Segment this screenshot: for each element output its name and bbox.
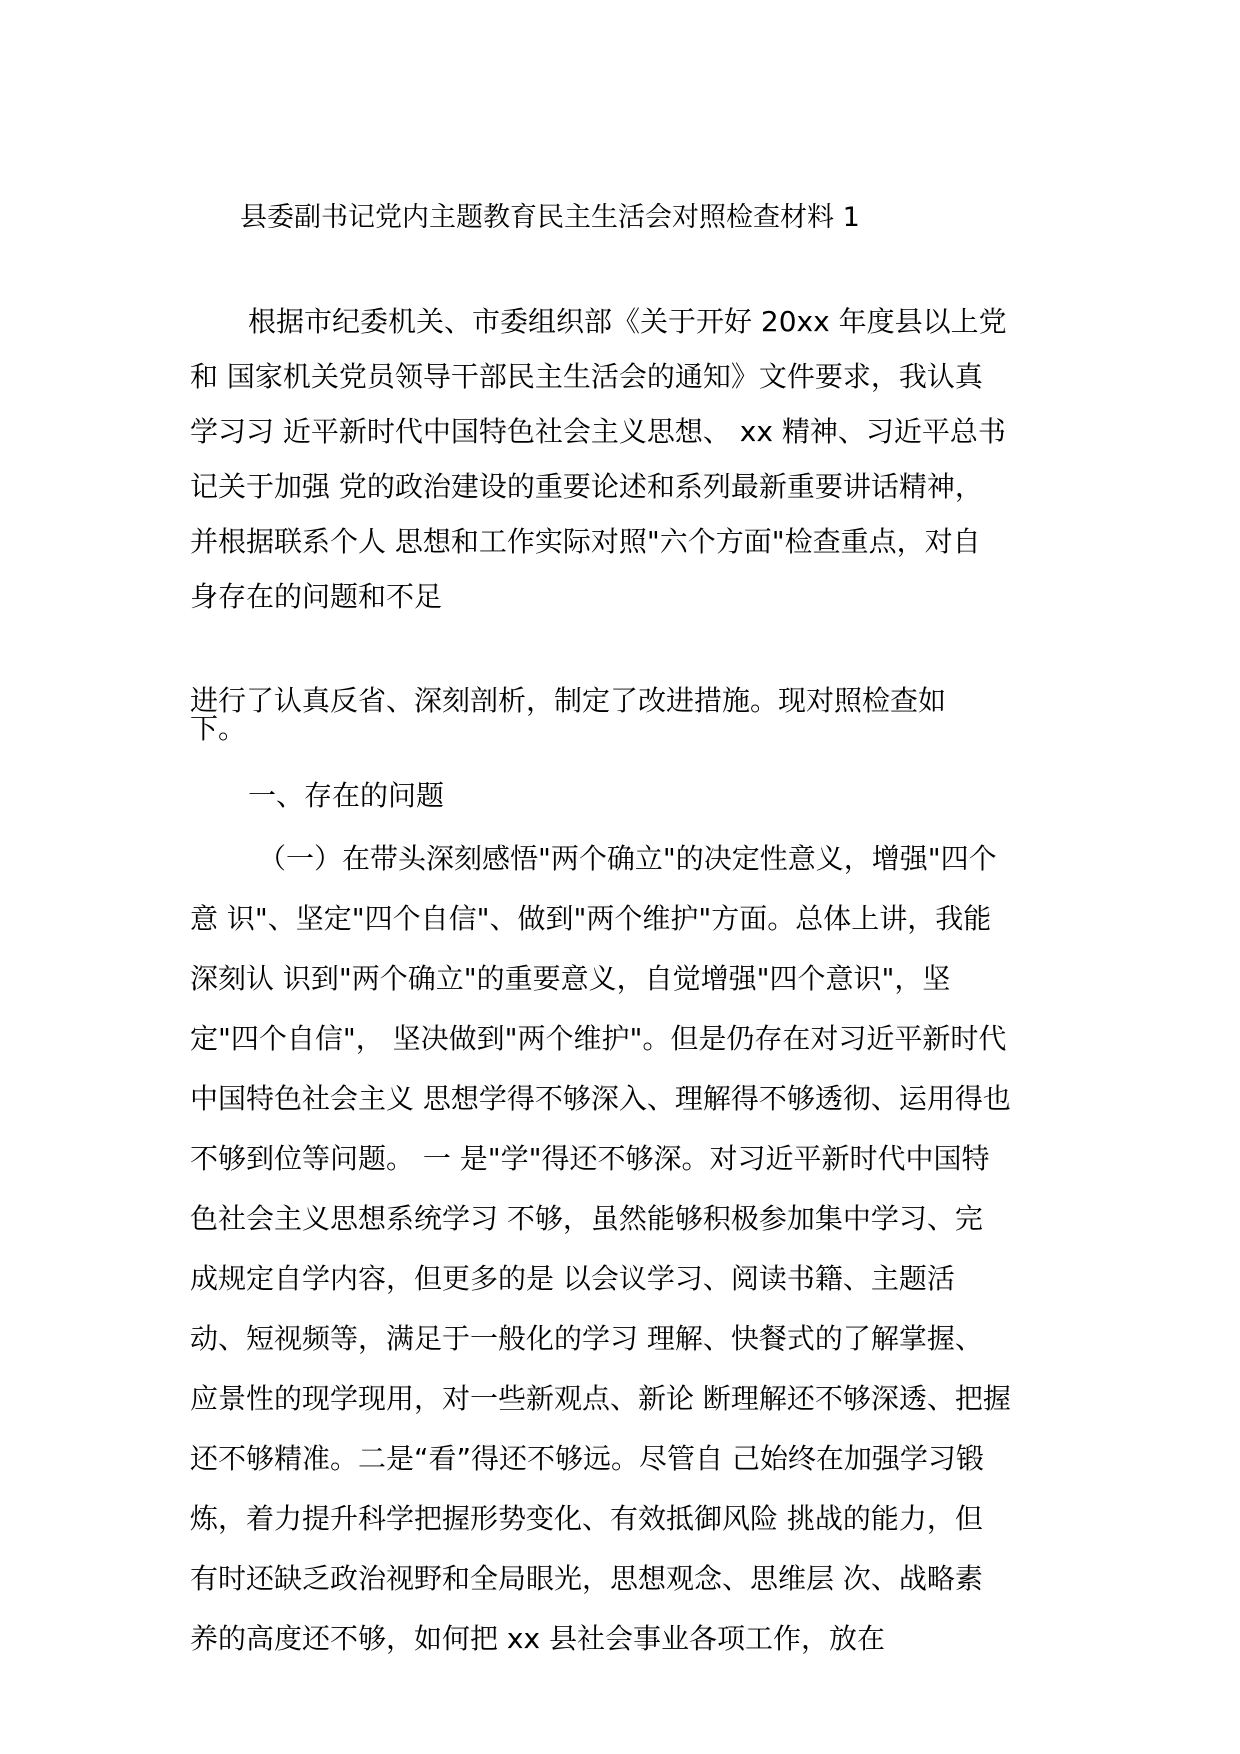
paragraph-line: 成规定自学内容，但更多的是 以会议学习、阅读书籍、主题活 — [190, 1262, 955, 1295]
document-title: 县委副书记党内主题教育民主生活会对照检查材料 1 — [240, 202, 860, 233]
paragraph-line: 学习习 近平新时代中国特色社会主义思想、 xx 精神、习近平总书 — [190, 415, 1006, 448]
paragraph-line: 深刻认 识到"两个确立"的重要意义，自觉增强"四个意识"，坚 — [190, 962, 951, 995]
paragraph-line: 身存在的问题和不足 — [190, 580, 443, 613]
paragraph-line: 并根据联系个人 思想和工作实际对照"六个方面"检查重点，对自 — [190, 525, 981, 558]
paragraph-line: 记关于加强 党的政治建设的重要论述和系列最新重要讲话精神， — [190, 470, 983, 503]
paragraph-line: 养的高度还不够，如何把 xx 县社会事业各项工作，放在 — [190, 1622, 885, 1655]
paragraph-line: 和 国家机关党员领导干部民主生活会的通知》文件要求，我认真 — [190, 360, 983, 393]
paragraph-line: 根据市纪委机关、市委组织部《关于开好 20xx 年度县以上党 — [248, 305, 1007, 338]
paragraph-line: 动、短视频等，满足于一般化的学习 理解、快餐式的了解掌握、 — [190, 1322, 983, 1355]
paragraph-line: 中国特色社会主义 思想学得不够深入、理解得不够透彻、运用得也 — [190, 1082, 1011, 1115]
paragraph-line: 应景性的现学现用，对一些新观点、新论 断理解还不够深透、把握 — [190, 1382, 1011, 1415]
paragraph-line: 意 识"、坚定"四个自信"、做到"两个维护"方面。总体上讲，我能 — [190, 902, 992, 935]
paragraph-line: 色社会主义思想系统学习 不够，虽然能够积极参加集中学习、完 — [190, 1202, 983, 1235]
paragraph-line: 炼，着力提升科学把握形势变化、有效抵御风险 挑战的能力，但 — [190, 1502, 983, 1535]
paragraph-line: 不够到位等问题。 一 是"学"得还不够深。对习近平新时代中国特 — [190, 1142, 990, 1175]
paragraph-line: 还不够精准。二是“看”得还不够远。尽管自 己始终在加强学习锻 — [190, 1442, 984, 1475]
paragraph-line: 下。 — [190, 712, 247, 745]
section-heading: 一、存在的问题 — [248, 779, 445, 812]
paragraph-line: （一）在带头深刻感悟"两个确立"的决定性意义，增强"四个 — [258, 842, 997, 875]
paragraph-line: 定"四个自信"， 坚决做到"两个维护"。但是仍存在对习近平新时代 — [190, 1022, 1007, 1055]
paragraph-line: 有时还缺乏政治视野和全局眼光，思想观念、思维层 次、战略素 — [190, 1562, 983, 1595]
paragraph-line: 进行了认真反省、深刻剖析，制定了改进措施。现对照检查如 — [190, 684, 947, 717]
